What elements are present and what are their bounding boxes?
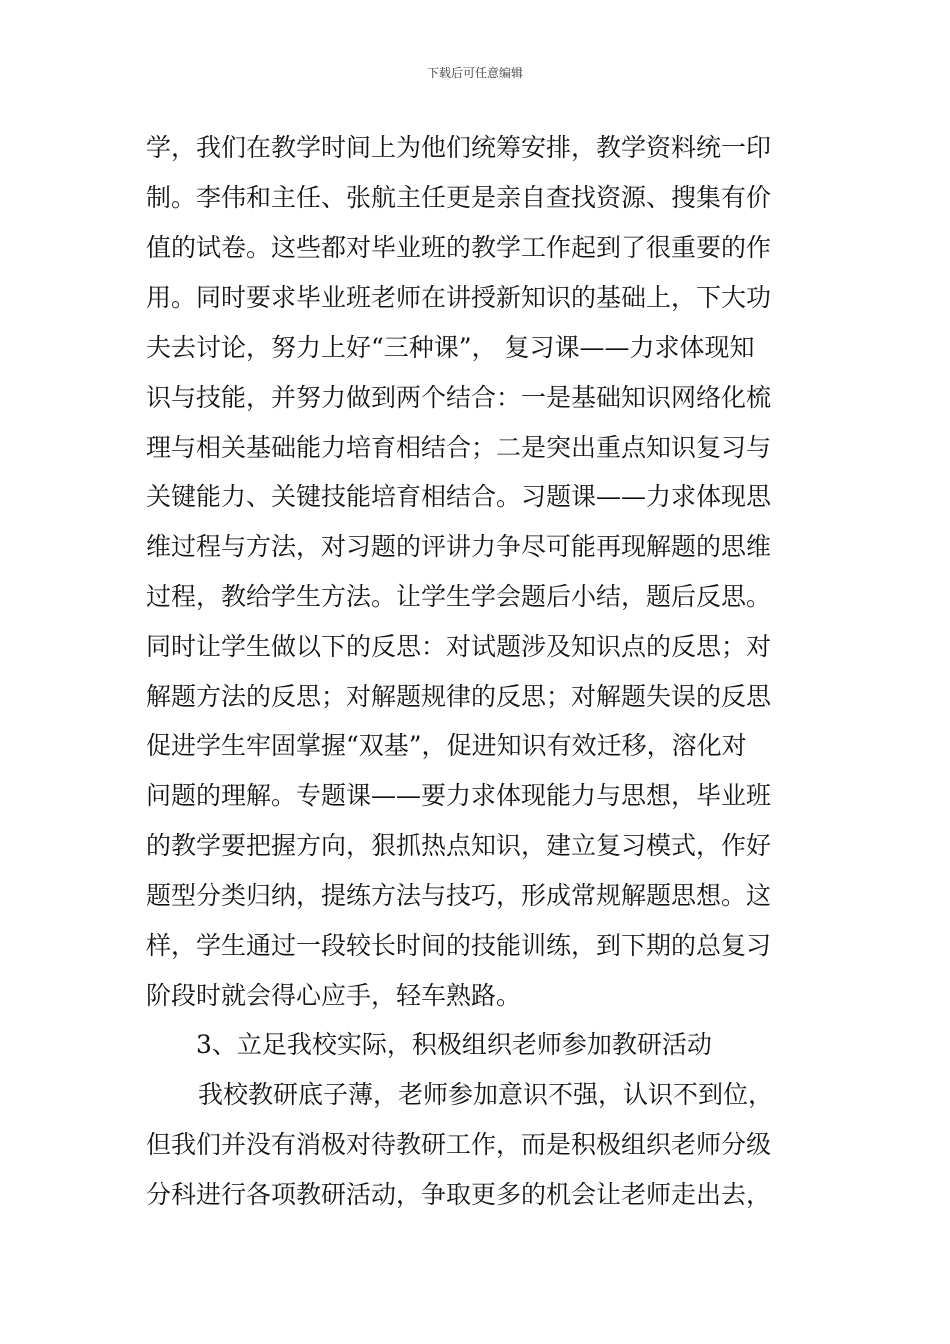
body-line: 题型分类归纳，提练方法与技巧，形成常规解题思想。这	[146, 881, 772, 910]
body-line: 促进学生牢固掌握“双基”，促进知识有效迁移，溶化对	[146, 731, 747, 760]
body-line: 但我们并没有消极对待教研工作，而是积极组织老师分级	[146, 1130, 772, 1159]
page-header: 下载后可任意编辑	[426, 66, 523, 80]
body-line: 关键能力、关键技能培育相结合。习题课——力求体现思	[146, 482, 772, 511]
body-line: 过程，教给学生方法。让学生学会题后小结，题后反思。	[146, 582, 772, 611]
section-heading: 3、立足我校实际，积极组织老师参加教研活动	[196, 1030, 712, 1059]
body-line: 识与技能，并努力做到两个结合：一是基础知识网络化梳	[146, 383, 772, 412]
body-line: 维过程与方法，对习题的评讲力争尽可能再现解题的思维	[146, 532, 772, 561]
body-line: 分科进行各项教研活动，争取更多的机会让老师走出去，	[146, 1180, 772, 1209]
body-line: 夫去讨论，努力上好“三种课”， 复习课——力求体现知	[146, 333, 755, 362]
body-line: 同时让学生做以下的反思：对试题涉及知识点的反思；对	[146, 632, 772, 661]
body-line: 值的试卷。这些都对毕业班的教学工作起到了很重要的作	[146, 233, 772, 262]
body-line: 问题的理解。专题课——要力求体现能力与思想，毕业班	[146, 781, 772, 810]
body-line: 解题方法的反思；对解题规律的反思；对解题失误的反思	[146, 682, 772, 711]
body-line: 制。李伟和主任、张航主任更是亲自查找资源、搜集有价	[146, 183, 772, 212]
body-line: 我校教研底子薄，老师参加意识不强，认识不到位，	[198, 1080, 774, 1109]
body-line: 的教学要把握方向，狠抓热点知识，建立复习模式，作好	[146, 831, 772, 860]
body-line: 样，学生通过一段较长时间的技能训练，到下期的总复习	[146, 931, 772, 960]
body-line: 学，我们在教学时间上为他们统筹安排，教学资料统一印	[146, 133, 772, 162]
body-line: 用。同时要求毕业班老师在讲授新知识的基础上，下大功	[146, 283, 772, 312]
body-line: 理与相关基础能力培育相结合；二是突出重点知识复习与	[146, 433, 772, 462]
body-line: 阶段时就会得心应手，轻车熟路。	[146, 981, 522, 1010]
